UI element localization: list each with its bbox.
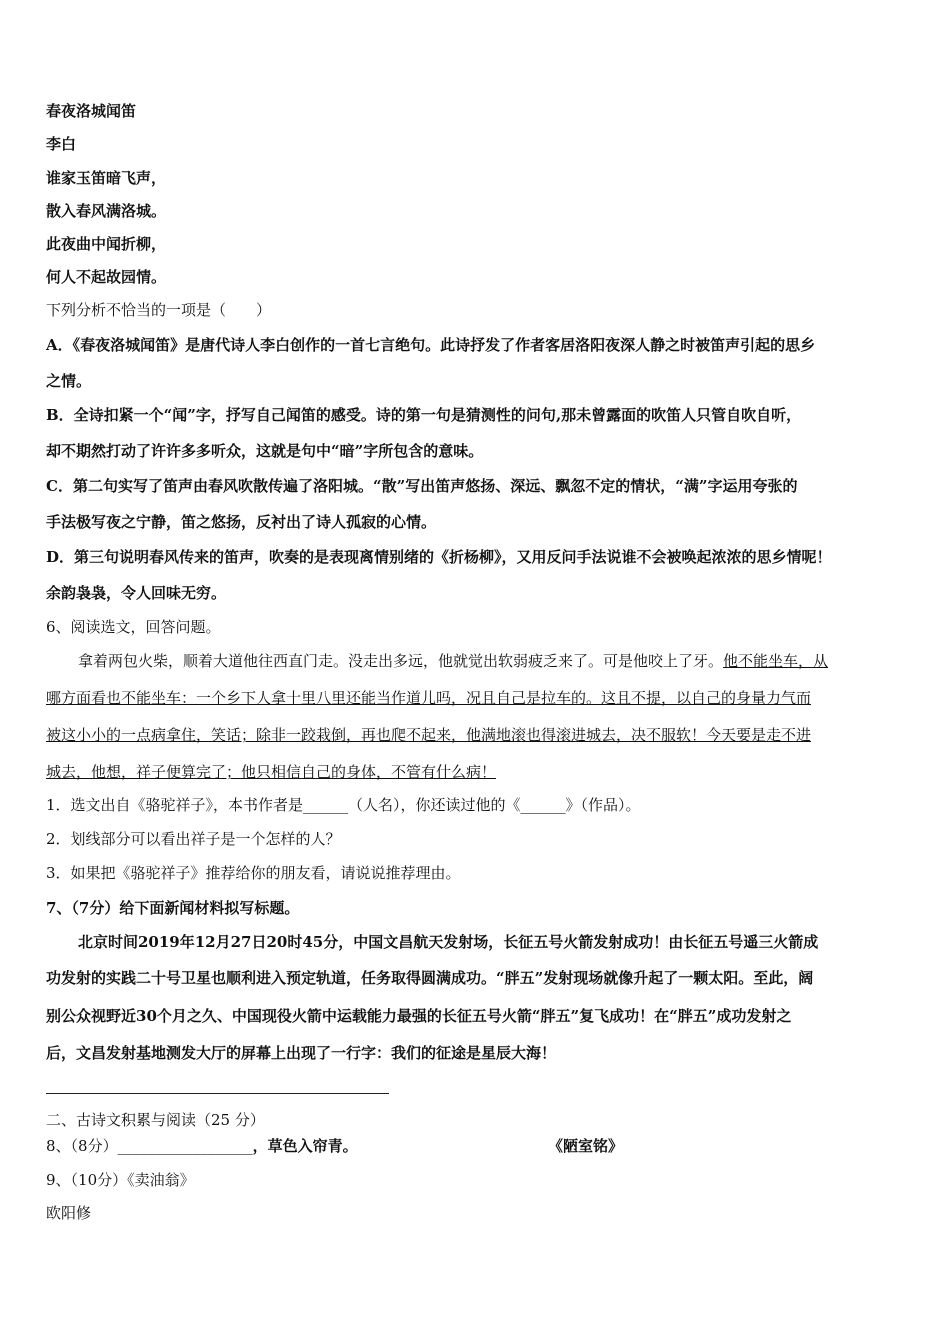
q9-heading: 9、（10分）《卖油翁》 (46, 1171, 195, 1189)
poem-author: 李白 (46, 135, 77, 153)
q7-news-line4: 后，文昌发射基地测发大厅的屏幕上出现了一行字：我们的征途是星辰大海！ (46, 1044, 557, 1062)
q6-sub-question-1: 1．选文出自《骆驼祥子》，本书作者是______（人名），你还读过他的《______》（作品）。 (46, 796, 641, 814)
q7-news-line2: 功发射的实践二十号卫星也顺利进入预定轨道，任务取得圆满成功。“胖五”发射现场就像升起了一颗太阳。至此，阔 (46, 969, 814, 987)
q6-passage-underlined-start: 他不能坐车，从 (723, 652, 829, 670)
q6-passage-line3: 被这小小的一点病拿住，笑话；除非一跤栽倒，再也爬不起来，他满地滚也得滚进城去，决不服软！今天要是走不进 (46, 726, 812, 744)
q5-option-d-line1: D．第三句说明春风传来的笛声，吹奏的是表现离情别绪的《折杨柳》，又用反问手法说谁不会被唤起浓浓的思乡情呢！ (46, 548, 832, 566)
q7-heading: 7、（7分）给下面新闻材料拟写标题。 (46, 899, 300, 917)
q8-source: 《陋室铭》 (548, 1137, 624, 1155)
poem-line-3: 此夜曲中闻折柳， (46, 235, 167, 253)
poem-line-1: 谁家玉笛暗飞声， (46, 169, 167, 187)
q6-passage-line1 (78, 651, 828, 671)
q8-prefix: 8、（8分） (46, 1137, 118, 1155)
q5-stem: 下列分析不恰当的一项是（ ） (46, 301, 272, 319)
q7-news-line3: 别公众视野近30个月之久、中国现役火箭中运载能力最强的长征五号火箭“胖五”复飞成功！在“胖五”成功发射之 (46, 1007, 792, 1025)
q5-option-a-line2: 之情。 (46, 372, 92, 390)
q7-news-line1: 北京时间2019年12月27日20时45分，中国文昌航天发射场，长征五号火箭发射成功！由长征五号遥三火箭成 (78, 933, 819, 951)
q8-text: ，草色入帘青。 (252, 1137, 358, 1155)
q6-passage-line2: 哪方面看也不能坐车：一个乡下人拿十里八里还能当作道儿吗，况且自己是拉车的。这且不提，以自己的身量力气而 (46, 689, 812, 707)
q6-heading: 6、阅读选文，回答问题。 (46, 618, 221, 636)
q6-sub-question-3: 3．如果把《骆驼祥子》推荐给你的朋友看，请说说推荐理由。 (46, 864, 461, 882)
q5-option-c-line1: C．第二句实写了笛声由春风吹散传遍了洛阳城。“散”写出笛声悠扬、深远、飘忽不定的情状，“满”字运用夸张的 (46, 477, 798, 495)
poem-line-2: 散入春风满洛城。 (46, 202, 167, 220)
q5-option-b-line2: 却不期然打动了许许多多听众，这就是句中“暗”字所包含的意味。 (46, 442, 484, 460)
q5-option-a-line1: A．《春夜洛城闻笛》是唐代诗人李白创作的一首七言绝句。此诗抒发了作者客居洛阳夜深人静之时被笛声引起的思乡 (46, 336, 816, 354)
q6-passage-plain: 拿着两包火柴，顺着大道他往西直门走。没走出多远，他就觉出软弱疲乏来了。可是他咬上了牙。 (78, 652, 724, 670)
poem-line-4: 何人不起故园情。 (46, 268, 167, 286)
q6-passage-line4: 城去，他想，祥子便算完了；他只相信自己的身体，不管有什么病！ (46, 763, 497, 781)
q5-option-c-line2: 手法极写夜之宁静，笛之悠扬，反衬出了诗人孤寂的心情。 (46, 513, 437, 531)
q8-line (46, 1136, 358, 1156)
q5-option-d-line2: 余韵袅袅，令人回味无穷。 (46, 584, 227, 602)
q9-author: 欧阳修 (46, 1204, 92, 1222)
q6-sub-question-2: 2．划线部分可以看出祥子是一个怎样的人？ (46, 830, 341, 848)
q5-option-b-line1: B．全诗扣紧一个“闻”字，抒写自己闻笛的感受。诗的第一句是猜测性的问句,那未曾露面的吹笛人只管自吹自听， (46, 406, 802, 424)
poem-title: 春夜洛城闻笛 (46, 102, 137, 120)
answer-line (46, 1093, 389, 1094)
section-2-heading: 二、古诗文积累与阅读（25 分） (46, 1111, 265, 1129)
q8-blank: __________________ (117, 1137, 253, 1155)
